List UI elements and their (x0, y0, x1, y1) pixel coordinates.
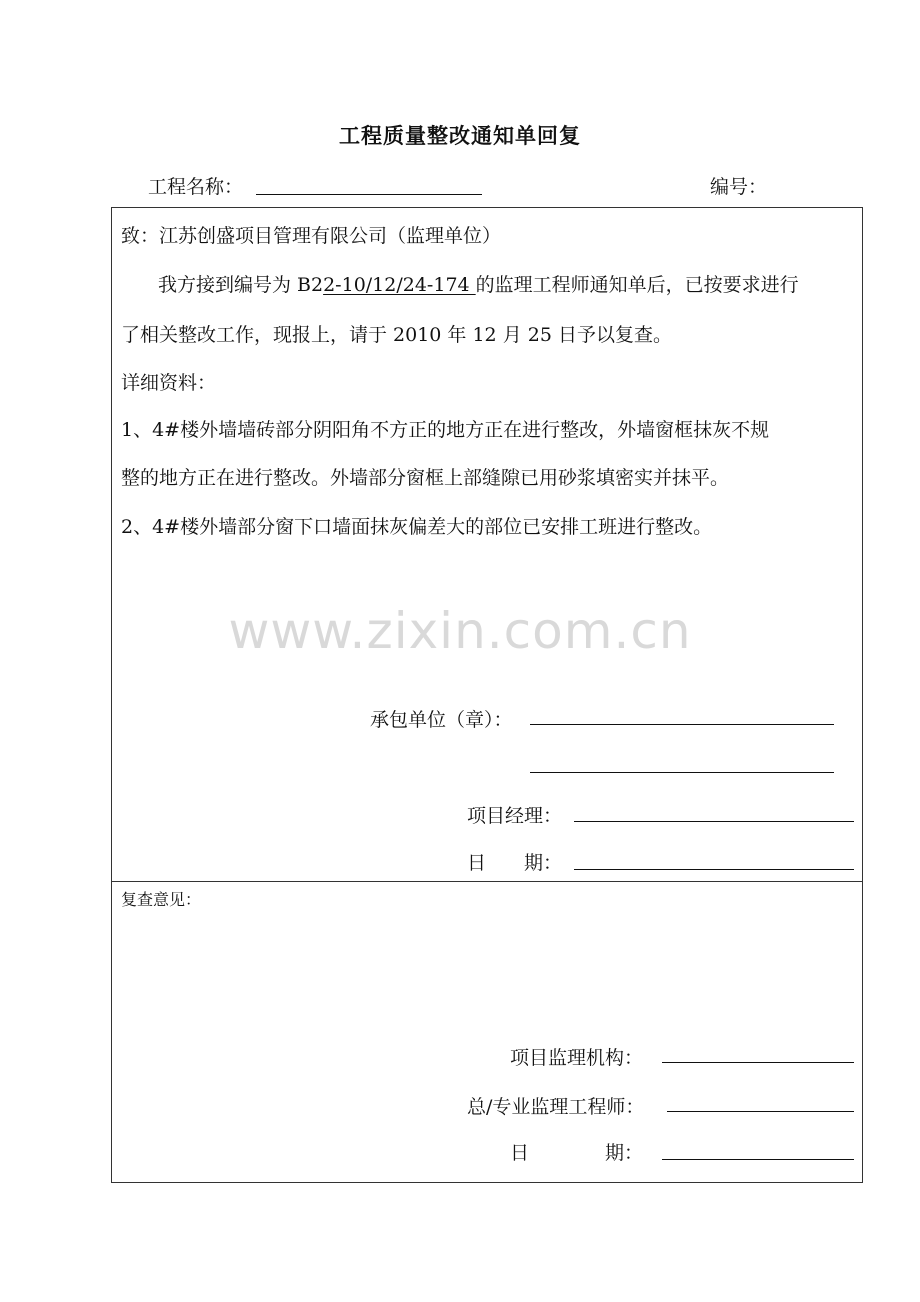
code-label: 编号： (710, 176, 768, 198)
paragraph-1-line-2: 了相关整改工作，现报上，请于 2010 年 12 月 25 日予以复查。 (121, 324, 672, 346)
contractor-line-2 (530, 772, 834, 773)
form-frame (111, 207, 863, 1183)
manager-label: 项目经理： (467, 805, 563, 827)
notice-number: 2-10/12/24-174 (323, 274, 476, 296)
supervising-engineer-line (667, 1111, 854, 1112)
document-title: 工程质量整改通知单回复 (339, 123, 581, 148)
item-1-line-2: 整的地方正在进行整改。外墙部分窗框上部缝隙已用砂浆填密实并抹平。 (121, 467, 730, 489)
reply-date-line (574, 869, 854, 870)
item-1-line-1: 1、4#楼外墙墙砖部分阴阳角不方正的地方正在进行整改，外墙窗框抹灰不规 (121, 419, 770, 441)
review-date-line (662, 1159, 854, 1160)
watermark: www.zixin.com.cn (228, 602, 692, 660)
project-name-label: 工程名称： (148, 176, 244, 198)
supervising-engineer-label: 总/专业监理工程师： (467, 1096, 645, 1118)
contractor-label: 承包单位（章）： (370, 709, 513, 731)
reply-date-label: 日 期： (467, 852, 563, 874)
review-date-label: 日 期： (510, 1142, 644, 1164)
to-line: 致：江苏创盛项目管理有限公司（监理单位） (121, 225, 502, 247)
section-divider (111, 881, 863, 882)
supervision-agency-label: 项目监理机构： (510, 1047, 644, 1069)
contractor-line (530, 724, 834, 725)
review-opinion-label: 复查意见： (121, 890, 202, 909)
project-name-line (256, 194, 482, 195)
paragraph-1-line-1 (158, 270, 799, 297)
details-label: 详细资料： (121, 372, 217, 394)
manager-line (574, 821, 854, 822)
notice-number-prefix: 我方接到编号为 B2 (158, 274, 324, 296)
supervision-agency-line (662, 1062, 854, 1063)
item-2: 2、4#楼外墙部分窗下口墙面抹灰偏差大的部位已安排工班进行整改。 (121, 516, 713, 538)
paragraph-1-suffix: 的监理工程师通知单后，已按要求进行 (475, 274, 799, 296)
